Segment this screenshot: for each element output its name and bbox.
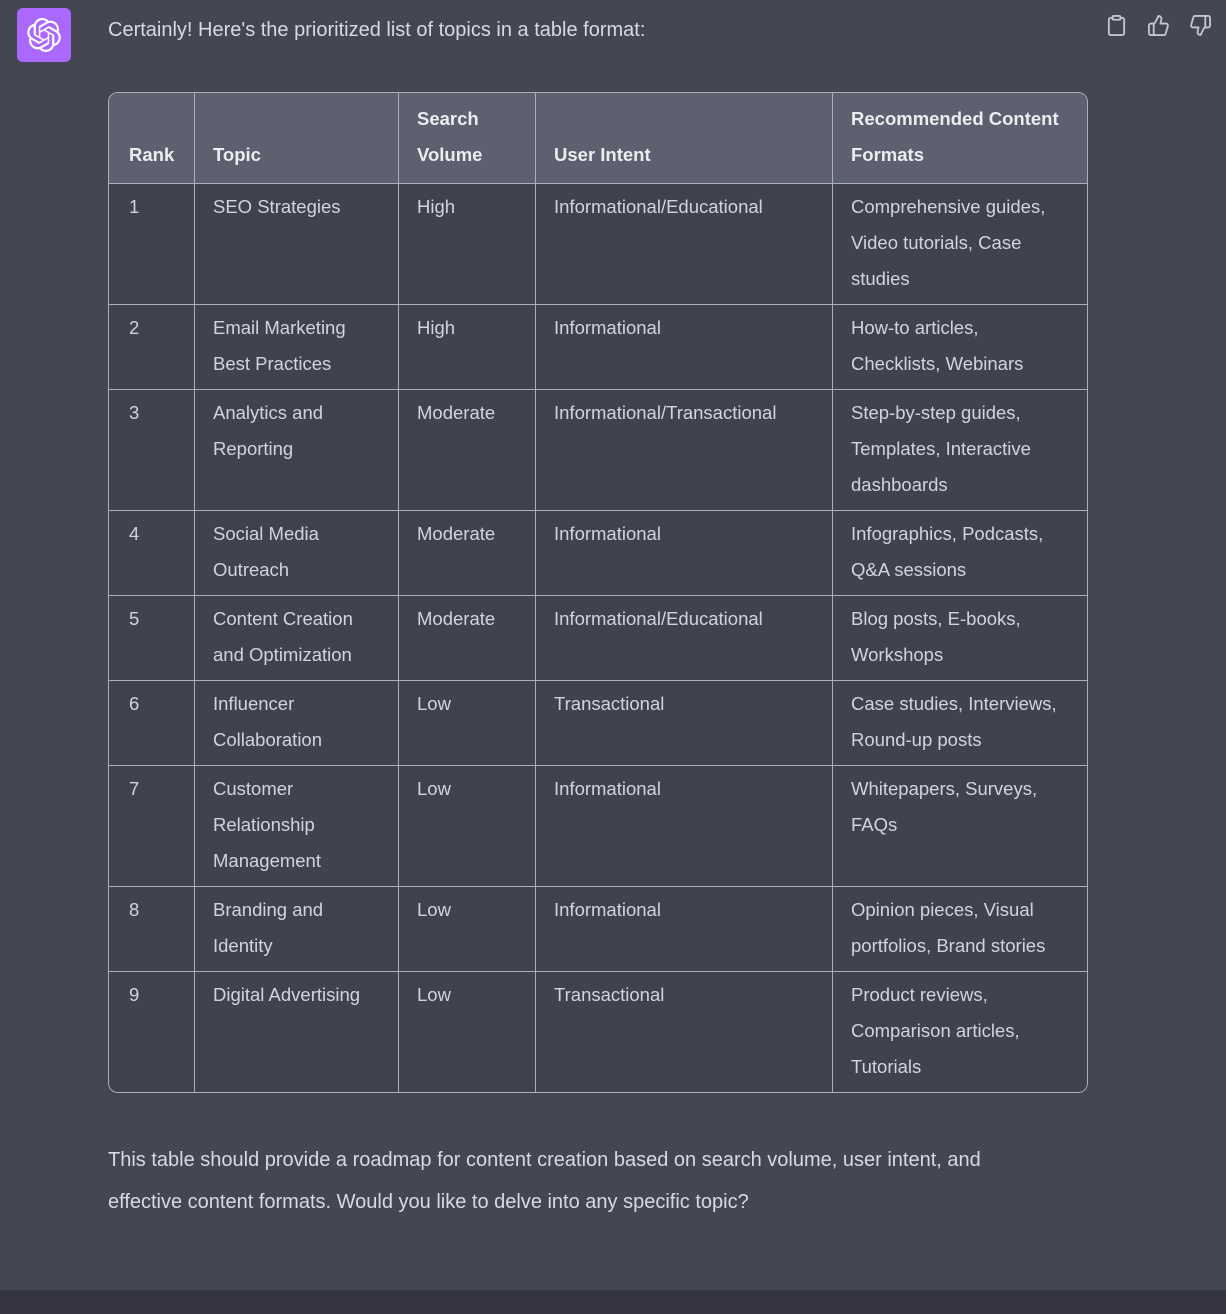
thumbs-down-icon	[1189, 14, 1212, 37]
cell-topic: SEO Strategies	[195, 184, 399, 305]
table-row	[109, 596, 1087, 681]
assistant-avatar	[17, 8, 71, 62]
clipboard-icon	[1105, 14, 1128, 37]
table-row	[109, 887, 1087, 972]
cell-formats: Product reviews, Comparison articles, Tutorials	[833, 972, 1087, 1092]
cell-formats: Case studies, Interviews, Round-up posts	[833, 681, 1087, 766]
cell-formats: How-to articles, Checklists, Webinars	[833, 305, 1087, 390]
cell-rank: 5	[109, 596, 195, 681]
next-message-edge	[0, 1290, 1226, 1314]
cell-rank: 1	[109, 184, 195, 305]
cell-formats: Step-by-step guides, Templates, Interactive dashboards	[833, 390, 1087, 511]
cell-user-intent: Informational	[536, 887, 833, 972]
message-actions	[1105, 14, 1212, 37]
cell-search-volume: High	[399, 184, 536, 305]
cell-user-intent: Informational	[536, 305, 833, 390]
cell-search-volume: Moderate	[399, 511, 536, 596]
column-header-topic: Topic	[195, 93, 399, 184]
cell-formats: Blog posts, E-books, Workshops	[833, 596, 1087, 681]
table-row	[109, 305, 1087, 390]
cell-user-intent: Informational/Transactional	[536, 390, 833, 511]
cell-user-intent: Informational/Educational	[536, 184, 833, 305]
assistant-footer-text: This table should provide a roadmap for content creation based on search volume, user intent, and effective content formats. Would you like to delve into any specific topic?	[108, 1149, 981, 1213]
topics-table-container	[108, 92, 1088, 1093]
openai-logo-icon	[27, 18, 61, 52]
table-row	[109, 766, 1087, 887]
cell-topic: Analytics and Reporting	[195, 390, 399, 511]
cell-rank: 8	[109, 887, 195, 972]
thumbs-up-button[interactable]	[1147, 14, 1170, 37]
cell-search-volume: Low	[399, 681, 536, 766]
cell-topic: Branding and Identity	[195, 887, 399, 972]
table-row	[109, 390, 1087, 511]
cell-user-intent: Transactional	[536, 681, 833, 766]
cell-topic: Content Creation and Optimization	[195, 596, 399, 681]
assistant-message	[108, 0, 1088, 1223]
cell-search-volume: Low	[399, 887, 536, 972]
assistant-message-text: Certainly! Here's the prioritized list of topics in a table format:	[108, 19, 646, 41]
copy-button[interactable]	[1105, 14, 1128, 37]
column-header-search-volume: Search Volume	[399, 93, 536, 184]
cell-rank: 9	[109, 972, 195, 1092]
table-row	[109, 511, 1087, 596]
cell-user-intent: Informational/Educational	[536, 596, 833, 681]
table-row	[109, 184, 1087, 305]
cell-rank: 6	[109, 681, 195, 766]
cell-rank: 4	[109, 511, 195, 596]
cell-rank: 7	[109, 766, 195, 887]
cell-rank: 3	[109, 390, 195, 511]
cell-search-volume: Moderate	[399, 390, 536, 511]
cell-search-volume: Low	[399, 972, 536, 1092]
cell-search-volume: Low	[399, 766, 536, 887]
cell-topic: Email Marketing Best Practices	[195, 305, 399, 390]
cell-user-intent: Transactional	[536, 972, 833, 1092]
cell-search-volume: High	[399, 305, 536, 390]
thumbs-down-button[interactable]	[1189, 14, 1212, 37]
cell-user-intent: Informational	[536, 766, 833, 887]
cell-topic: Digital Advertising	[195, 972, 399, 1092]
cell-formats: Comprehensive guides, Video tutorials, Case studies	[833, 184, 1087, 305]
column-header-user-intent: User Intent	[536, 93, 833, 184]
cell-topic: Influencer Collaboration	[195, 681, 399, 766]
table-row	[109, 972, 1087, 1092]
cell-topic: Social Media Outreach	[195, 511, 399, 596]
cell-topic: Customer Relationship Management	[195, 766, 399, 887]
cell-formats: Opinion pieces, Visual portfolios, Brand stories	[833, 887, 1087, 972]
cell-formats: Whitepapers, Surveys, FAQs	[833, 766, 1087, 887]
column-header-rank: Rank	[109, 93, 195, 184]
cell-user-intent: Informational	[536, 511, 833, 596]
topics-table	[109, 93, 1087, 1092]
thumbs-up-icon	[1147, 14, 1170, 37]
cell-search-volume: Moderate	[399, 596, 536, 681]
column-header-formats: Recommended Content Formats	[833, 93, 1087, 184]
cell-formats: Infographics, Podcasts, Q&A sessions	[833, 511, 1087, 596]
table-header-row	[109, 93, 1087, 184]
cell-rank: 2	[109, 305, 195, 390]
table-row	[109, 681, 1087, 766]
